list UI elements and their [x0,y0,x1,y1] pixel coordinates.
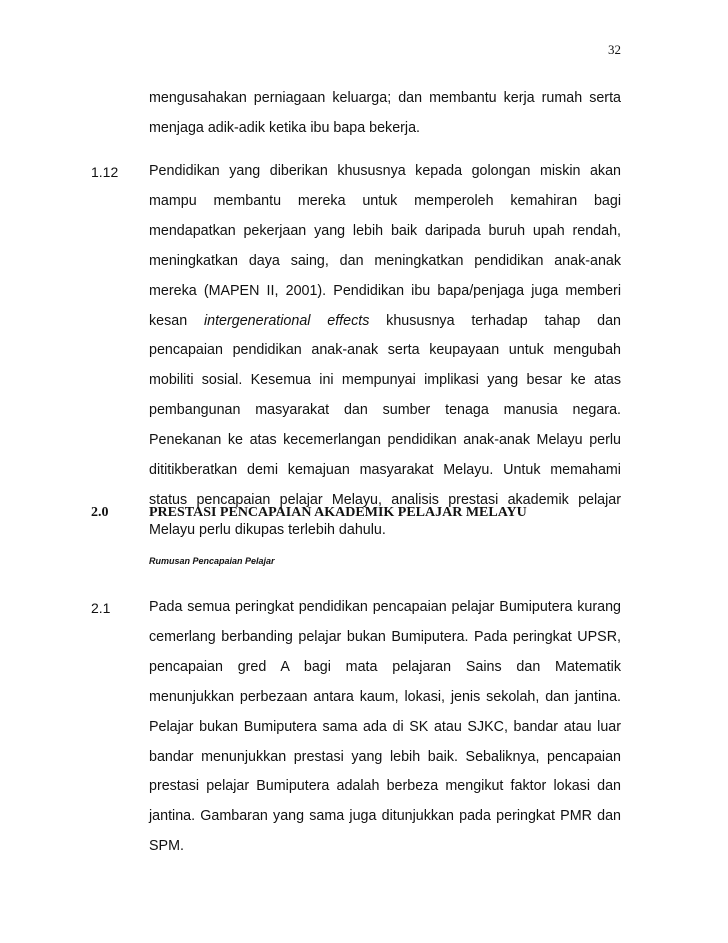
paragraph-2-1 [91,593,621,862]
paragraph-text [149,157,621,546]
section-title: PRESTASI PENCAPAIAN AKADEMIK PELAJAR MELAYU [149,505,527,520]
section-number: 2.0 [91,505,109,520]
paragraph-continuation-text: mengusahakan perniagaan keluarga; dan membantu kerja rumah serta menjaga adik-adik ketika ibu bapa bekerja. [149,90,621,136]
paragraph-1-12 [91,157,621,546]
paragraph-number: 1.12 [91,164,119,180]
page-number: 32 [608,42,621,57]
paragraph-text-part: Pendidikan yang diberikan khususnya kepada golongan miskin akan mampu membantu mereka untuk memperoleh kemahiran bagi mendapatkan pekerjaan yang lebih baik daripada buruh upah rendah, meningkatkan daya saing, dan meningkatkan pendidikan anak-anak mereka (MAPEN II, 2001). Pendidikan ibu bapa/penjaga juga memberi kesan [149,163,621,329]
paragraph-text-part: khususnya terhadap tahap dan pencapaian pendidikan anak-anak serta keupayaan untuk mengubah mobiliti sosial. Kesemua ini mempunyai implikasi yang besar ke atas pembangunan masyarakat dan sumber tenaga manusia negara. Penekanan ke atas kecemerlangan pendidikan anak-anak Melayu perlu dititikberatkan demi kemajuan masyarakat Melayu. Untuk memahami status pencapaian pelajar Melayu, analisis prestasi akademik pelajar Melayu perlu dikupas terlebih dahulu. [149,312,621,538]
paragraph-continuation [91,84,621,144]
subheading: Rumusan Pencapaian Pelajar [149,556,275,566]
paragraph-text: Pada semua peringkat pendidikan pencapaian pelajar Bumiputera kurang cemerlang berbanding pelajar bukan Bumiputera. Pada peringkat UPSR, pencapaian gred A bagi mata pelajaran Sains dan Matematik menunjukkan perbezaan antara kaum, lokasi, jenis sekolah, dan jantina. Pelajar bukan Bumiputera sama ada di SK atau SJKC, bandar atau luar bandar menunjukkan prestasi yang lebih baik. Sebaliknya, pencapaian prestasi pelajar Bumiputera adalah berbeza mengikut faktor lokasi dan jantina. Gambaran yang sama juga ditunjukkan pada peringkat PMR dan SPM. [149,599,621,855]
italic-term: intergenerational effects [203,312,370,329]
paragraph-number: 2.1 [91,600,111,616]
